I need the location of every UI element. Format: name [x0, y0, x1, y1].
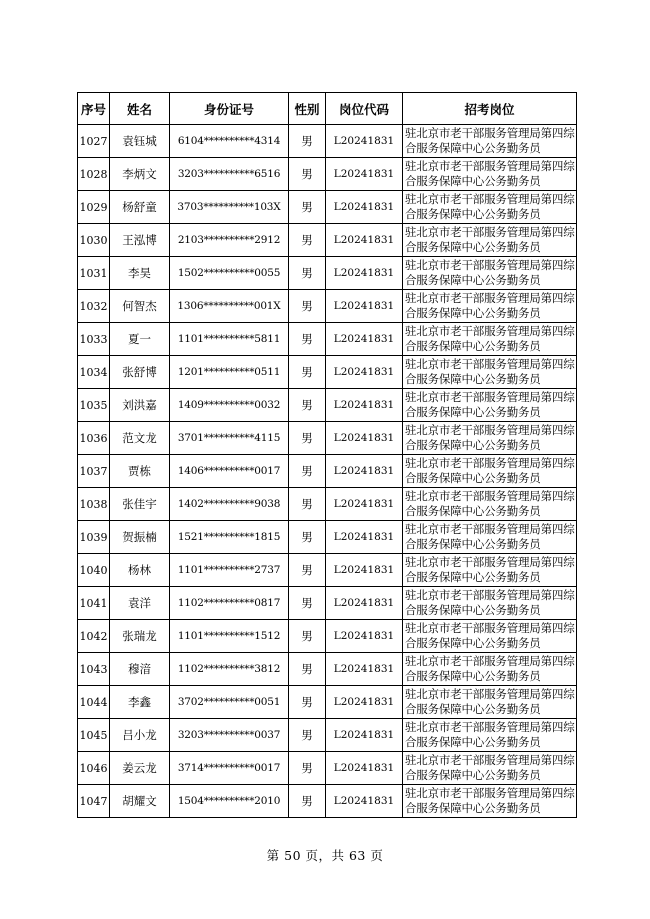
cell-name: 张佳宇 — [110, 488, 170, 521]
cell-name: 夏一 — [110, 323, 170, 356]
cell-gender: 男 — [289, 554, 326, 587]
cell-id-number: 1521**********1815 — [170, 521, 289, 554]
cell-seq: 1046 — [78, 752, 110, 785]
cell-position-code: L20241831 — [326, 125, 403, 158]
table-row — [78, 554, 577, 587]
cell-gender: 男 — [289, 191, 326, 224]
cell-position: 驻北京市老干部服务管理局第四综合服务保障中心公务勤务员 — [403, 257, 577, 290]
cell-id-number: 1101**********2737 — [170, 554, 289, 587]
cell-position: 驻北京市老干部服务管理局第四综合服务保障中心公务勤务员 — [403, 620, 577, 653]
cell-gender: 男 — [289, 323, 326, 356]
cell-gender: 男 — [289, 422, 326, 455]
table-row — [78, 587, 577, 620]
cell-seq: 1042 — [78, 620, 110, 653]
cell-position-code: L20241831 — [326, 224, 403, 257]
cell-id-number: 1504**********2010 — [170, 785, 289, 818]
table-row — [78, 653, 577, 686]
cell-gender: 男 — [289, 686, 326, 719]
cell-position-code: L20241831 — [326, 587, 403, 620]
cell-position-code: L20241831 — [326, 191, 403, 224]
table-header-row — [78, 93, 577, 125]
cell-seq: 1047 — [78, 785, 110, 818]
cell-seq: 1040 — [78, 554, 110, 587]
cell-gender: 男 — [289, 521, 326, 554]
cell-gender: 男 — [289, 653, 326, 686]
cell-position: 驻北京市老干部服务管理局第四综合服务保障中心公务勤务员 — [403, 191, 577, 224]
cell-position-code: L20241831 — [326, 686, 403, 719]
cell-position-code: L20241831 — [326, 422, 403, 455]
cell-id-number: 1101**********5811 — [170, 323, 289, 356]
cell-position: 驻北京市老干部服务管理局第四综合服务保障中心公务勤务员 — [403, 125, 577, 158]
cell-position: 驻北京市老干部服务管理局第四综合服务保障中心公务勤务员 — [403, 719, 577, 752]
cell-position-code: L20241831 — [326, 257, 403, 290]
cell-name: 范文龙 — [110, 422, 170, 455]
cell-gender: 男 — [289, 158, 326, 191]
cell-position-code: L20241831 — [326, 653, 403, 686]
cell-seq: 1034 — [78, 356, 110, 389]
cell-seq: 1029 — [78, 191, 110, 224]
cell-position-code: L20241831 — [326, 719, 403, 752]
cell-id-number: 3203**********6516 — [170, 158, 289, 191]
table-row — [78, 719, 577, 752]
cell-name: 李鑫 — [110, 686, 170, 719]
table-row — [78, 455, 577, 488]
cell-seq: 1028 — [78, 158, 110, 191]
cell-name: 贺振楠 — [110, 521, 170, 554]
table-row — [78, 356, 577, 389]
cell-position-code: L20241831 — [326, 290, 403, 323]
cell-name: 姜云龙 — [110, 752, 170, 785]
cell-position-code: L20241831 — [326, 389, 403, 422]
cell-gender: 男 — [289, 257, 326, 290]
cell-id-number: 3203**********0037 — [170, 719, 289, 752]
cell-position: 驻北京市老干部服务管理局第四综合服务保障中心公务勤务员 — [403, 389, 577, 422]
cell-name: 吕小龙 — [110, 719, 170, 752]
cell-gender: 男 — [289, 125, 326, 158]
table-row — [78, 752, 577, 785]
cell-position: 驻北京市老干部服务管理局第四综合服务保障中心公务勤务员 — [403, 785, 577, 818]
cell-position-code: L20241831 — [326, 785, 403, 818]
header-seq: 序号 — [78, 93, 110, 125]
table-row — [78, 488, 577, 521]
cell-seq: 1044 — [78, 686, 110, 719]
cell-position: 驻北京市老干部服务管理局第四综合服务保障中心公务勤务员 — [403, 356, 577, 389]
candidate-table — [77, 92, 577, 818]
cell-name: 贾栋 — [110, 455, 170, 488]
cell-id-number: 3702**********0051 — [170, 686, 289, 719]
cell-seq: 1027 — [78, 125, 110, 158]
cell-position-code: L20241831 — [326, 356, 403, 389]
candidate-table-container — [77, 92, 576, 818]
cell-position: 驻北京市老干部服务管理局第四综合服务保障中心公务勤务员 — [403, 422, 577, 455]
cell-position: 驻北京市老干部服务管理局第四综合服务保障中心公务勤务员 — [403, 290, 577, 323]
table-body — [78, 125, 577, 818]
cell-gender: 男 — [289, 290, 326, 323]
cell-name: 袁洋 — [110, 587, 170, 620]
cell-name: 杨林 — [110, 554, 170, 587]
cell-id-number: 3714**********0017 — [170, 752, 289, 785]
cell-position-code: L20241831 — [326, 752, 403, 785]
cell-position: 驻北京市老干部服务管理局第四综合服务保障中心公务勤务员 — [403, 455, 577, 488]
table-row — [78, 257, 577, 290]
cell-seq: 1039 — [78, 521, 110, 554]
cell-gender: 男 — [289, 620, 326, 653]
header-gender: 性别 — [289, 93, 326, 125]
cell-seq: 1032 — [78, 290, 110, 323]
cell-name: 张瑞龙 — [110, 620, 170, 653]
cell-gender: 男 — [289, 356, 326, 389]
cell-seq: 1031 — [78, 257, 110, 290]
table-row — [78, 224, 577, 257]
page-number-footer: 第 50 页，共 63 页 — [266, 848, 384, 863]
cell-position-code: L20241831 — [326, 158, 403, 191]
cell-gender: 男 — [289, 587, 326, 620]
cell-seq: 1030 — [78, 224, 110, 257]
header-name: 姓名 — [110, 93, 170, 125]
cell-name: 杨舒童 — [110, 191, 170, 224]
cell-name: 李炳文 — [110, 158, 170, 191]
table-row — [78, 785, 577, 818]
cell-position: 驻北京市老干部服务管理局第四综合服务保障中心公务勤务员 — [403, 323, 577, 356]
cell-position: 驻北京市老干部服务管理局第四综合服务保障中心公务勤务员 — [403, 653, 577, 686]
cell-seq: 1045 — [78, 719, 110, 752]
cell-gender: 男 — [289, 719, 326, 752]
table-row — [78, 422, 577, 455]
cell-position-code: L20241831 — [326, 554, 403, 587]
cell-id-number: 1102**********0817 — [170, 587, 289, 620]
cell-position: 驻北京市老干部服务管理局第四综合服务保障中心公务勤务员 — [403, 554, 577, 587]
cell-id-number: 1409**********0032 — [170, 389, 289, 422]
cell-id-number: 3701**********4115 — [170, 422, 289, 455]
table-row — [78, 323, 577, 356]
header-position: 招考岗位 — [403, 93, 577, 125]
cell-name: 张舒博 — [110, 356, 170, 389]
cell-position: 驻北京市老干部服务管理局第四综合服务保障中心公务勤务员 — [403, 158, 577, 191]
cell-name: 刘洪嘉 — [110, 389, 170, 422]
cell-id-number: 3703**********103X — [170, 191, 289, 224]
cell-id-number: 6104**********4314 — [170, 125, 289, 158]
cell-gender: 男 — [289, 752, 326, 785]
cell-position: 驻北京市老干部服务管理局第四综合服务保障中心公务勤务员 — [403, 686, 577, 719]
cell-gender: 男 — [289, 455, 326, 488]
table-row — [78, 125, 577, 158]
cell-gender: 男 — [289, 389, 326, 422]
cell-seq: 1033 — [78, 323, 110, 356]
table-row — [78, 158, 577, 191]
cell-id-number: 1406**********0017 — [170, 455, 289, 488]
cell-seq: 1036 — [78, 422, 110, 455]
cell-id-number: 1201**********0511 — [170, 356, 289, 389]
cell-name: 李昊 — [110, 257, 170, 290]
cell-position-code: L20241831 — [326, 620, 403, 653]
table-row — [78, 521, 577, 554]
cell-name: 穆湆 — [110, 653, 170, 686]
cell-seq: 1038 — [78, 488, 110, 521]
cell-seq: 1037 — [78, 455, 110, 488]
cell-name: 王泓博 — [110, 224, 170, 257]
cell-seq: 1041 — [78, 587, 110, 620]
cell-id-number: 1102**********3812 — [170, 653, 289, 686]
cell-seq: 1035 — [78, 389, 110, 422]
cell-name: 胡耀文 — [110, 785, 170, 818]
cell-name: 何智杰 — [110, 290, 170, 323]
cell-name: 袁钰城 — [110, 125, 170, 158]
cell-position: 驻北京市老干部服务管理局第四综合服务保障中心公务勤务员 — [403, 488, 577, 521]
cell-position: 驻北京市老干部服务管理局第四综合服务保障中心公务勤务员 — [403, 224, 577, 257]
header-position-code: 岗位代码 — [326, 93, 403, 125]
cell-position: 驻北京市老干部服务管理局第四综合服务保障中心公务勤务员 — [403, 521, 577, 554]
table-row — [78, 290, 577, 323]
cell-position-code: L20241831 — [326, 455, 403, 488]
table-row — [78, 389, 577, 422]
cell-position-code: L20241831 — [326, 521, 403, 554]
table-row — [78, 191, 577, 224]
cell-position: 驻北京市老干部服务管理局第四综合服务保障中心公务勤务员 — [403, 587, 577, 620]
cell-gender: 男 — [289, 785, 326, 818]
cell-position: 驻北京市老干部服务管理局第四综合服务保障中心公务勤务员 — [403, 752, 577, 785]
cell-id-number: 1402**********9038 — [170, 488, 289, 521]
cell-id-number: 2103**********2912 — [170, 224, 289, 257]
cell-id-number: 1101**********1512 — [170, 620, 289, 653]
header-id-number: 身份证号 — [170, 93, 289, 125]
cell-id-number: 1502**********0055 — [170, 257, 289, 290]
cell-position-code: L20241831 — [326, 323, 403, 356]
table-row — [78, 620, 577, 653]
cell-position-code: L20241831 — [326, 488, 403, 521]
cell-gender: 男 — [289, 224, 326, 257]
cell-id-number: 1306**********001X — [170, 290, 289, 323]
cell-gender: 男 — [289, 488, 326, 521]
cell-seq: 1043 — [78, 653, 110, 686]
table-row — [78, 686, 577, 719]
